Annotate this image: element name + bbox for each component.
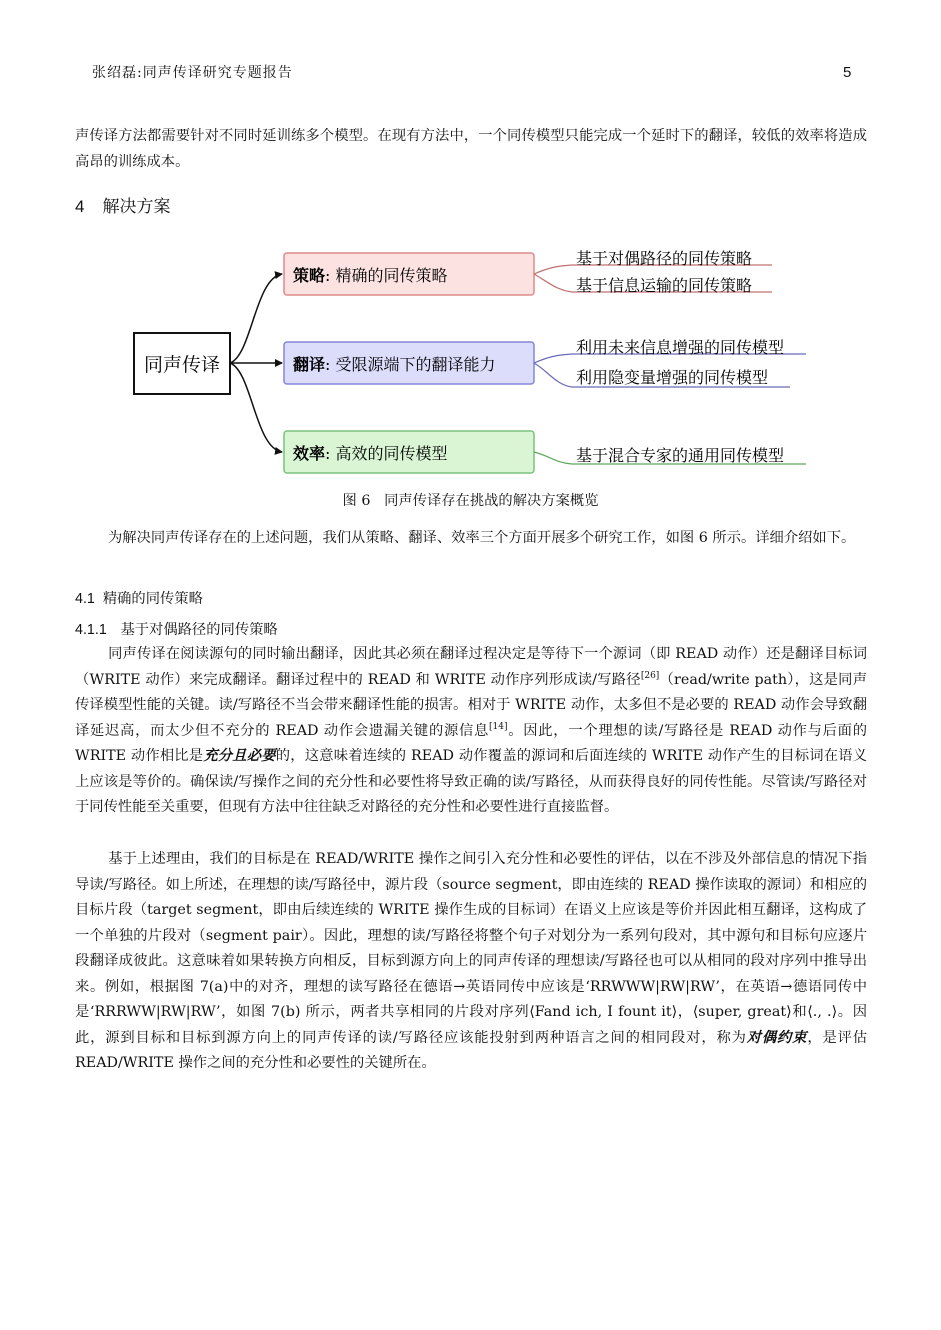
figure-caption-text: 同声传译存在挑战的解决方案概览 <box>384 493 599 509</box>
efficiency-leaf-1: 基于混合专家的通用同传模型 <box>576 446 785 465</box>
section-title: 解决方案 <box>102 197 171 216</box>
running-header: 张绍磊:同声传译研究专题报告 <box>92 65 293 81</box>
strategy-leaf-2: 基于信息运输的同传策略 <box>576 276 753 295</box>
figure-caption-label: 图 6 <box>342 493 371 509</box>
arrow-to-efficiency <box>230 363 282 452</box>
figure-caption <box>0 490 941 510</box>
overview-paragraph: 为解决同声传译存在的上述问题，我们从策略、翻译、效率三个方面开展多个研究工作，如图 6 所示。详细介绍如下。 <box>108 530 856 546</box>
translation-node-label: 翻译: 受限源端下的翻译能力 <box>293 355 496 374</box>
translation-leaf-2: 利用隐变量增强的同传模型 <box>576 368 769 387</box>
section-heading-4-1-1 <box>75 619 278 639</box>
section-number: 4.1 <box>75 591 95 607</box>
section-number: 4 <box>75 197 85 216</box>
section-heading-4 <box>75 192 170 217</box>
section-heading-4-1 <box>75 588 203 608</box>
intro-paragraph: 声传译方法都需要针对不同时延训练多个模型。在现有方法中，一个同传模型只能完成一个延时下的翻译，较低的效率将造成高昂的训练成本。 <box>75 128 867 170</box>
translation-leaf-1: 利用未来信息增强的同传模型 <box>576 338 785 357</box>
citation: [14] <box>489 721 508 732</box>
emphasis-text: 对偶约束 <box>746 1029 808 1046</box>
strategy-node-label: 策略: 精确的同传策略 <box>293 266 448 285</box>
page-number: 5 <box>843 64 852 81</box>
root-node-label: 同声传译 <box>143 354 221 376</box>
section-number: 4.1.1 <box>75 622 107 638</box>
figure-6-diagram <box>0 230 941 490</box>
section-title: 基于对偶路径的同传策略 <box>120 622 278 638</box>
body-paragraph-2: 基于上述理由，我们的目标是在 READ/WRITE 操作之间引入充分性和必要性的评估，以在不涉及外部信息的情况下指导读/写路径。如上所述，在理想的读/写路径中，源片段（source segment，即由连续的 READ 操作读取的源词）和相应的目标片段（target segment，即由后续连续的 WRITE 操作生成的目标词）在语义上应该是等价并因此相互翻译，这构成了一个单独的片段对（segment pair）。因此，理想的读/写路径将整个句子对划分为一系列句段对，其中源句和目标句应逐片段翻译成彼此。这意味着如果转换方向相反，目标到源方向上的同声传译的理想读/写路径也可以从相同的段对序列中推导出来。例如，根据图 7(a)中的对齐，理想的读写路径在德语→英语同传中应该是‘RRWWW|RW|RW’，在英语→德语同传中是‘RRRWW|RW|RW’，如图 7(b) 所示，两者共享相同的片段对序列⟨Fand ich, I fount it⟩，⟨super, great⟩和⟨., .⟩。因此，源到目标和目标到源方向上的同声传译的读/写路径应该能投射到两种语言之间的相同段对，称为对偶约束，是评估 READ/WRITE 操作之间的充分性和必要性的关键所在。 <box>75 851 868 1071</box>
citation: [26] <box>640 670 660 681</box>
arrow-to-strategy <box>230 274 282 363</box>
strategy-leaf-1: 基于对偶路径的同传策略 <box>576 249 753 268</box>
body-paragraph-1: 同声传译在阅读源句的同时输出翻译，因此其必须在翻译过程决定是等待下一个源词（即 READ 动作）还是翻译目标词（WRITE 动作）来完成翻译。翻译过程中的 READ 和 WRITE 动作序列形成读/写路径[26]（read/write path），这是同声传译模型性能的关键。读/写路径不当会带来翻译性能的损害。相对于 WRITE 动作，太多但不是必要的 READ 动作会导致翻译延迟高，而太少但不充分的 READ 动作会遗漏关键的源信息[14]。因此，一个理想的读/写路径是 READ 动作与后面的 WRITE 动作相比是充分且必要的，这意味着连续的 READ 动作覆盖的源词和后面连续的 WRITE 动作产生的目标词在语义上应该是等价的。确保读/写操作之间的充分性和必要性将导致正确的读/写路径，从而获得良好的同传性能。尽管读/写路径对于同传性能至关重要，但现有方法中往往缺乏对路径的充分性和必要性进行直接监督。 <box>75 646 868 815</box>
section-title: 精确的同传策略 <box>102 591 203 607</box>
emphasis-text: 充分且必要 <box>203 748 276 764</box>
efficiency-node-label: 效率: 高效的同传模型 <box>293 444 448 463</box>
